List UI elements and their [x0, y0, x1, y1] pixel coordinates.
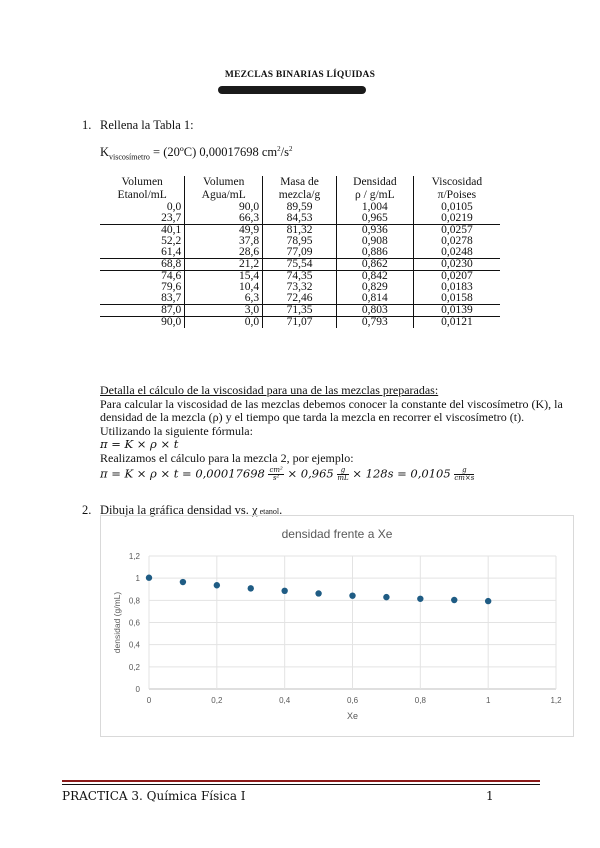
fraction-2	[337, 467, 348, 482]
example-part-c: × 128s = 0,0105	[348, 466, 451, 481]
table-cell: 66,3	[185, 213, 263, 225]
table-cell: 73,32	[263, 282, 337, 293]
table-cell: 90,0	[185, 202, 263, 213]
k-sup-1: 2	[277, 145, 281, 153]
table-cell: 0,0121	[441, 316, 473, 328]
table-cell: 6,3	[185, 293, 263, 305]
x-tick-label: 0,8	[414, 696, 426, 705]
document-title: MEZCLAS BINARIAS LÍQUIDAS	[224, 70, 376, 80]
table-header-cell: mezcla/g	[263, 189, 337, 202]
table-cell: 0,803	[336, 305, 413, 317]
question-2-period: .	[279, 503, 283, 517]
fraction-1	[268, 467, 283, 482]
k-symbol: K	[100, 145, 110, 160]
table-cell: 74,6	[100, 271, 185, 283]
table-cell: 0,908	[336, 236, 413, 247]
table-cell: 71,35	[263, 305, 337, 317]
table-cell: 0,842	[336, 271, 413, 283]
question-2-text: Dibuja la gráfica densidad vs. χ	[100, 503, 258, 517]
table-cell: 61,4	[100, 247, 185, 259]
table-cell: 0,0230	[413, 259, 500, 271]
footer-rule-black	[62, 784, 540, 785]
fraction-1-num: cm²	[269, 466, 283, 474]
chart-title: densidad frente a Xe	[281, 527, 393, 541]
question-2-subscript: etanol	[257, 507, 280, 516]
table-cell: 10,4	[185, 282, 263, 293]
data-point	[451, 597, 457, 603]
fraction-2-den: mL	[337, 474, 349, 482]
table-cell: 15,4	[185, 271, 263, 283]
table-cell: 37,8	[185, 236, 263, 247]
table-cell: 28,6	[185, 247, 263, 259]
table-cell: 0,0	[100, 202, 185, 213]
y-tick-label: 1,2	[128, 552, 140, 561]
data-point	[248, 585, 254, 591]
table-cell: 0,936	[336, 225, 413, 237]
table-cell: 21,2	[185, 259, 263, 271]
table-row	[100, 317, 500, 329]
table-cell: 87,0	[100, 305, 185, 317]
table-cell: 89,59	[263, 202, 337, 213]
table-header-cell: Viscosidad	[431, 176, 483, 188]
y-tick-label: 0,4	[128, 640, 140, 650]
table-header-cell: Masa de	[263, 176, 337, 189]
table-cell: 0,814	[336, 293, 413, 305]
table-cell: 0,0207	[441, 270, 473, 282]
table-header-cell: Densidad	[336, 176, 413, 189]
fraction-1-den: s²	[272, 474, 280, 482]
fraction-2-num: g	[337, 467, 348, 475]
footer-page-number: 1	[486, 789, 494, 803]
table-cell: 90,0	[100, 317, 185, 329]
table-cell: 0,0183	[441, 281, 473, 293]
table-cell: 83,7	[100, 293, 185, 305]
table-row	[100, 259, 500, 271]
table-cell: 0,0248	[413, 247, 500, 259]
y-tick-label: 0	[135, 685, 140, 694]
table-header-row	[100, 176, 500, 189]
calc-paragraph-1: Para calcular la viscosidad de las mezclas debemos conocer la constante del viscosímetro (K), la densidad de la mezcla (ρ) y el tiempo que tarda la mezcla en recorrer el viscosímetro (t). Utilizando la siguiente fórmula:	[100, 396, 563, 438]
data-point	[281, 588, 287, 594]
data-point	[417, 596, 423, 602]
question-1-text: Rellena la Tabla 1:	[100, 118, 194, 132]
table-cell: 23,7	[100, 213, 185, 225]
fraction-3	[454, 467, 474, 482]
table-cell: 0,0278	[441, 235, 473, 247]
table-cell: 0,862	[336, 259, 413, 271]
x-tick-label: 0,6	[346, 696, 359, 705]
table-cell: 0,793	[336, 317, 413, 329]
fraction-3-den: cm×s	[454, 474, 475, 482]
y-tick-label: 0,8	[128, 596, 140, 606]
x-tick-label: 1	[485, 696, 491, 705]
table-cell: 78,95	[263, 236, 337, 247]
table-row	[100, 213, 500, 225]
data-point	[180, 579, 186, 585]
table-cell: 49,9	[185, 225, 263, 237]
viscometer-constant	[100, 145, 293, 162]
data-point	[485, 598, 491, 604]
table-cell: 0,0257	[441, 224, 473, 236]
density-chart	[100, 515, 574, 737]
table-row	[100, 293, 500, 305]
table-cell: 0,886	[336, 247, 413, 259]
table-cell: 0,829	[336, 282, 413, 293]
x-tick-label: 0,2	[211, 696, 223, 705]
table-cell: 1,004	[336, 202, 413, 213]
chart-svg	[101, 516, 573, 736]
data-point	[214, 582, 220, 588]
fraction-3-num: g	[454, 467, 474, 475]
table-cell: 0,0139	[413, 305, 500, 317]
table-cell: 0,0	[185, 317, 263, 329]
table-cell: 75,54	[263, 259, 337, 271]
table-row	[100, 305, 500, 317]
example-part-a: π = K × ρ × t = 0,00017698	[100, 466, 265, 481]
table-header-cell: ρ / g/mL	[336, 189, 413, 202]
table-cell: 0,0219	[413, 213, 500, 225]
calc-formula: π = K × ρ × t	[100, 437, 179, 451]
calculation-section	[100, 384, 570, 482]
footer-course: PRACTICA 3. Química Física I	[62, 789, 246, 803]
table-header-cell: Agua/mL	[185, 189, 263, 202]
y-tick-label: 0,2	[128, 662, 140, 672]
calc-paragraph-2: Realizamos el cálculo para la mezcla 2, por ejemplo:	[100, 450, 354, 465]
question-1	[82, 118, 194, 133]
table-cell: 40,1	[100, 225, 185, 237]
k-subscript: viscosímetro	[109, 152, 150, 162]
question-2-number: 2.	[82, 503, 92, 517]
footer-rule-red	[62, 780, 540, 782]
table-cell: 0,965	[336, 213, 413, 225]
table-cell: 68,8	[100, 259, 185, 271]
table-header-cell: Volumen	[185, 176, 263, 189]
y-axis-label: densidad (g/mL)	[112, 591, 122, 654]
table-header-cell: Volumen	[100, 176, 185, 189]
data-point	[349, 592, 355, 598]
question-1-number: 1.	[82, 118, 92, 132]
y-tick-label: 0,6	[128, 618, 140, 628]
data-point	[146, 575, 152, 581]
table-header-cell: π/Poises	[437, 189, 477, 201]
table-cell: 84,53	[263, 213, 337, 225]
table-cell: 0,0158	[413, 293, 500, 305]
example-part-b: × 0,965	[283, 466, 334, 481]
calc-example	[100, 467, 570, 482]
table-cell: 79,6	[100, 282, 185, 293]
table-cell: 77,09	[263, 247, 337, 259]
x-tick-label: 0,4	[279, 696, 291, 705]
k-unit-tail: /s	[280, 145, 289, 160]
table-cell: 72,46	[263, 293, 337, 305]
table-cell: 3,0	[185, 305, 263, 317]
data-table	[100, 176, 500, 328]
table-row	[100, 247, 500, 259]
data-point	[315, 590, 321, 596]
table-header-cell: Etanol/mL	[100, 189, 185, 202]
x-axis-label: Xe	[346, 711, 359, 721]
x-tick-label: 0	[146, 696, 152, 705]
table-cell: 81,32	[263, 225, 337, 237]
y-tick-label: 1	[135, 574, 140, 584]
table-cell: 74,35	[263, 271, 337, 283]
table-cell: 52,2	[100, 236, 185, 247]
title-underline-bar	[218, 86, 366, 94]
calc-heading: Detalla el cálculo de la viscosidad para una de las mezclas preparadas:	[100, 383, 439, 397]
data-point	[383, 594, 389, 600]
k-sup-2: 2	[289, 145, 293, 153]
table-cell: 71,07	[263, 317, 337, 329]
x-tick-label: 1,2	[550, 696, 562, 705]
table-cell: 0,0105	[441, 201, 473, 213]
k-value: = (20ºC) 0,00017698 cm	[149, 145, 278, 160]
